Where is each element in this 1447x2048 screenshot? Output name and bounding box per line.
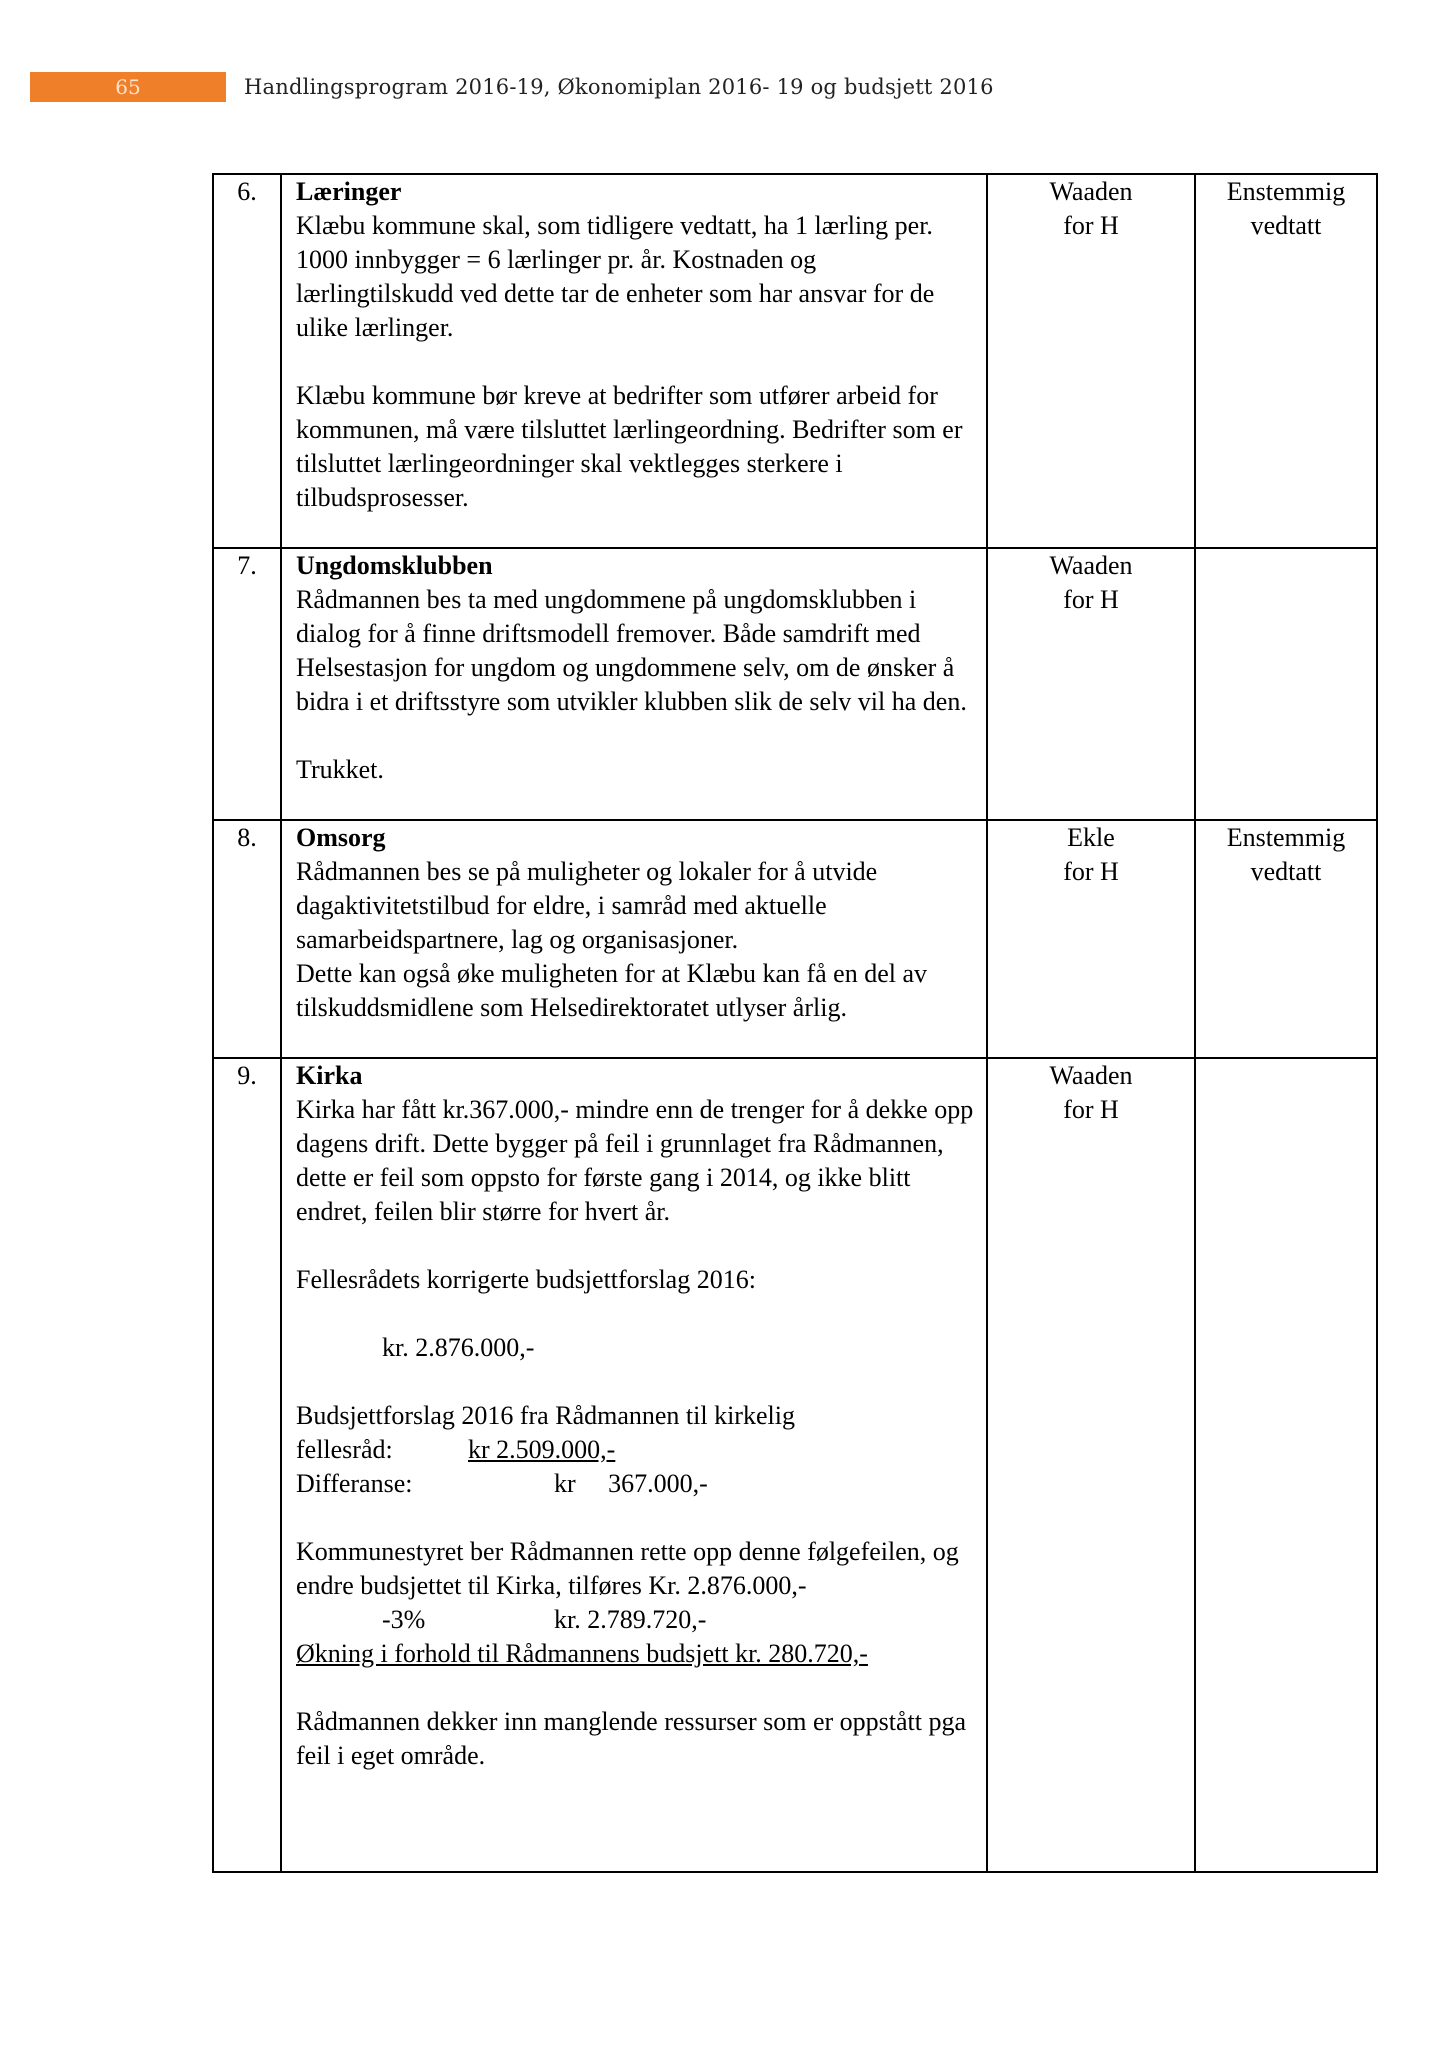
increase-line: Økning i forhold til Rådmannens budsjett kr. 280.720,- [296, 1639, 868, 1668]
result-line: vedtatt [1250, 857, 1322, 886]
minus-label: -3% [382, 1605, 426, 1634]
item-heading: Omsorg [296, 823, 386, 852]
table-row [213, 1058, 1377, 1872]
item-body [281, 548, 987, 820]
fellesrad-line [296, 1433, 976, 1467]
item-result [1195, 174, 1377, 548]
minus-value: kr. 2.789.720,- [554, 1605, 707, 1634]
item-paragraph: Dette kan også øke muligheten for at Klæbu kan få en del av tilskuddsmidlene som Helsedirektoratet utlyser årlig. [296, 959, 928, 1022]
item-body [281, 1058, 987, 1872]
item-result [1195, 548, 1377, 820]
item-body [281, 174, 987, 548]
fellesrad-value: kr 2.509.000,- [468, 1435, 616, 1464]
table-row [213, 820, 1377, 1058]
difference-line [296, 1467, 976, 1501]
item-paragraph: Klæbu kommune bør kreve at bedrifter som utfører arbeid for kommunen, må være tilsluttet lærlingeordning. Bedrifter som er tilsluttet lærlingeordninger skal vektlegges sterkere i tilbudsprosesser. [296, 381, 963, 512]
item-paragraph: Rådmannen bes se på muligheter og lokaler for å utvide dagaktivitetstilbud for eldre, i samråd med aktuelle samarbeidspartnere, lag og organisasjoner. [296, 857, 878, 954]
difference-value: kr 367.000,- [554, 1469, 708, 1498]
proposer-party: for H [1063, 211, 1119, 240]
item-paragraph: Kommunestyret ber Rådmannen rette opp denne følgefeilen, og endre budsjettet til Kirka, tilføres Kr. 2.876.000,- [296, 1537, 959, 1600]
item-paragraph: Klæbu kommune skal, som tidligere vedtatt, ha 1 lærling per. 1000 innbygger = 6 lærlinger pr. år. Kostnaden og lærlingtilskudd ved dette tar de enheter som har ansvar for de ulike lærlinger. [296, 211, 935, 342]
item-proposer [987, 1058, 1195, 1872]
proposals-table [212, 173, 1378, 1873]
result-line: Enstemmig [1226, 177, 1346, 206]
item-paragraph: Rådmannen dekker inn manglende ressurser som er oppstått pga feil i eget område. [296, 1707, 967, 1770]
item-result [1195, 1058, 1377, 1872]
item-proposer [987, 548, 1195, 820]
proposer-name: Ekle [1067, 823, 1115, 852]
item-result [1195, 820, 1377, 1058]
page-number: 65 [30, 72, 226, 102]
document-title: Handlingsprogram 2016-19, Økonomiplan 2016- 19 og budsjett 2016 [244, 75, 994, 99]
proposer-party: for H [1063, 857, 1119, 886]
item-number: 6. [213, 174, 281, 548]
difference-label: Differanse: [296, 1469, 413, 1498]
item-proposer [987, 820, 1195, 1058]
item-paragraph: Kirka har fått kr.367.000,- mindre enn de trenger for å dekke opp dagens drift. Dette bygger på feil i grunnlaget fra Rådmannen, dette er feil som oppsto for første gang i 2014, og ikke blitt endret, feilen blir større for hvert år. [296, 1095, 974, 1226]
item-number: 8. [213, 820, 281, 1058]
item-paragraph: Budsjettforslag 2016 fra Rådmannen til kirkelig [296, 1401, 795, 1430]
item-paragraph: Trukket. [296, 755, 384, 784]
page-header [0, 72, 1447, 102]
proposer-party: for H [1063, 585, 1119, 614]
item-heading: Ungdomsklubben [296, 551, 493, 580]
item-heading: Læringer [296, 177, 402, 206]
item-body [281, 820, 987, 1058]
item-heading: Kirka [296, 1061, 363, 1090]
item-proposer [987, 174, 1195, 548]
proposer-name: Waaden [1049, 1061, 1133, 1090]
item-number: 7. [213, 548, 281, 820]
result-line: Enstemmig [1226, 823, 1346, 852]
table-row [213, 174, 1377, 548]
amount-line: kr. 2.876.000,- [382, 1333, 535, 1362]
table-row [213, 548, 1377, 820]
proposer-name: Waaden [1049, 551, 1133, 580]
minus-line [296, 1603, 976, 1637]
proposer-name: Waaden [1049, 177, 1133, 206]
result-line: vedtatt [1250, 211, 1322, 240]
item-paragraph: Rådmannen bes ta med ungdommene på ungdomsklubben i dialog for å finne driftsmodell fremover. Både samdrift med Helsestasjon for ungdom og ungdommene selv, om de ønsker å bidra i et driftsstyre som utvikler klubben slik de selv vil ha den. [296, 585, 967, 716]
proposer-party: for H [1063, 1095, 1119, 1124]
item-paragraph: Fellesrådets korrigerte budsjettforslag 2016: [296, 1265, 756, 1294]
item-number: 9. [213, 1058, 281, 1872]
fellesrad-label: fellesråd: [296, 1435, 393, 1464]
